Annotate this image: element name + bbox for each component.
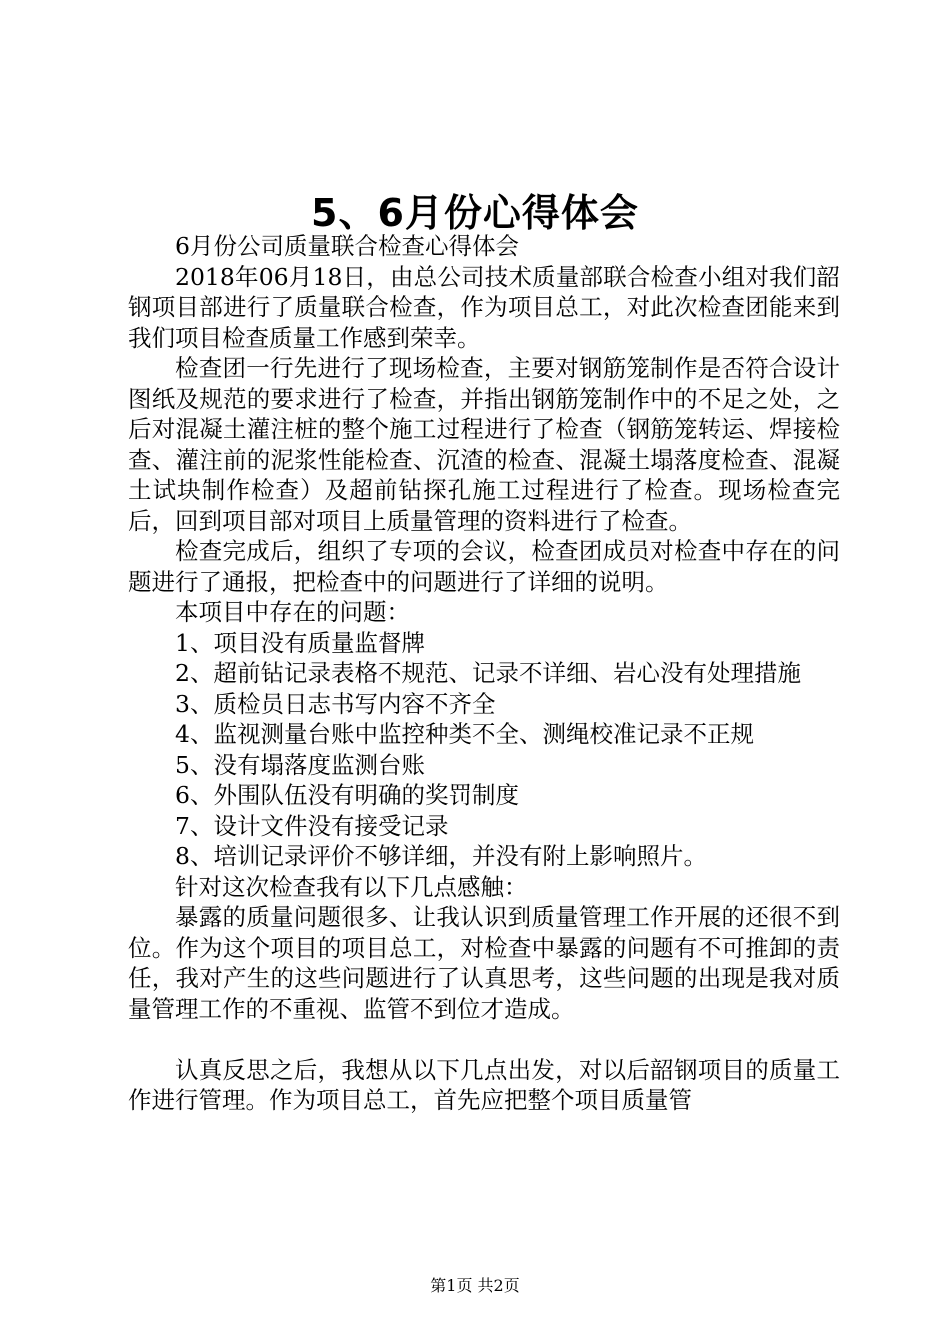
paragraph: 6月份公司质量联合检查心得体会 xyxy=(175,232,519,260)
paragraph: 针对这次检查我有以下几点感触： xyxy=(175,872,528,901)
list-item: 5、没有塌落度监测台账 xyxy=(175,750,425,779)
paragraph: 2018年06月18日，由总公司技术质量部联合检查小组对我们韶钢项目部进行了质量联合检查，作为项目总工，对此次检查团能来到我们项目检查质量工作感到荣幸。 xyxy=(128,262,840,352)
page-footer: 第1页 共2页 xyxy=(430,1276,520,1295)
document-body xyxy=(128,231,840,1116)
list-item: 8、培训记录评价不够详细，并没有附上影响照片。 xyxy=(175,842,707,870)
list-item: 2、超前钻记录表格不规范、记录不详细、岩心没有处理措施 xyxy=(175,659,801,687)
paragraph: 检查完成后，组织了专项的会议，检查团成员对检查中存在的问题进行了通报，把检查中的问题进行了详细的说明。 xyxy=(128,537,840,596)
paragraph: 暴露的质量问题很多、让我认识到质量管理工作开展的还很不到位。作为这个项目的项目总工，对检查中暴露的问题有不可推卸的责任，我对产生的这些问题进行了认真思考，这些问题的出现是我对质量管理工作的不重视、监管不到位才造成。 xyxy=(128,903,840,1023)
list-item: 4、监视测量台账中监控种类不全、测绳校准记录不正规 xyxy=(175,720,754,748)
list-item: 7、设计文件没有接受记录 xyxy=(175,811,449,840)
paragraph: 检查团一行先进行了现场检查，主要对钢筋笼制作是否符合设计图纸及规范的要求进行了检查，并指出钢筋笼制作中的不足之处，之后对混凝土灌注桩的整个施工过程进行了检查（钢筋笼转运、焊接检查、灌注前的泥浆性能检查、沉渣的检查、混凝土塌落度检查、混凝土试块制作检查）及超前钻探孔施工过程进行了检查。现场检查完后，回到项目部对项目上质量管理的资料进行了检查。 xyxy=(128,354,840,535)
paragraph: 认真反思之后，我想从以下几点出发，对以后韶钢项目的质量工作进行管理。作为项目总工，首先应把整个项目质量管 xyxy=(128,1055,840,1114)
list-item: 1、项目没有质量监督牌 xyxy=(175,628,425,657)
list-item: 3、质检员日志书写内容不齐全 xyxy=(175,689,496,718)
document-title: 5、6月份心得体会 xyxy=(311,191,639,235)
paragraph: 本项目中存在的问题： xyxy=(175,598,410,626)
list-item: 6、外围队伍没有明确的奖罚制度 xyxy=(175,781,519,809)
